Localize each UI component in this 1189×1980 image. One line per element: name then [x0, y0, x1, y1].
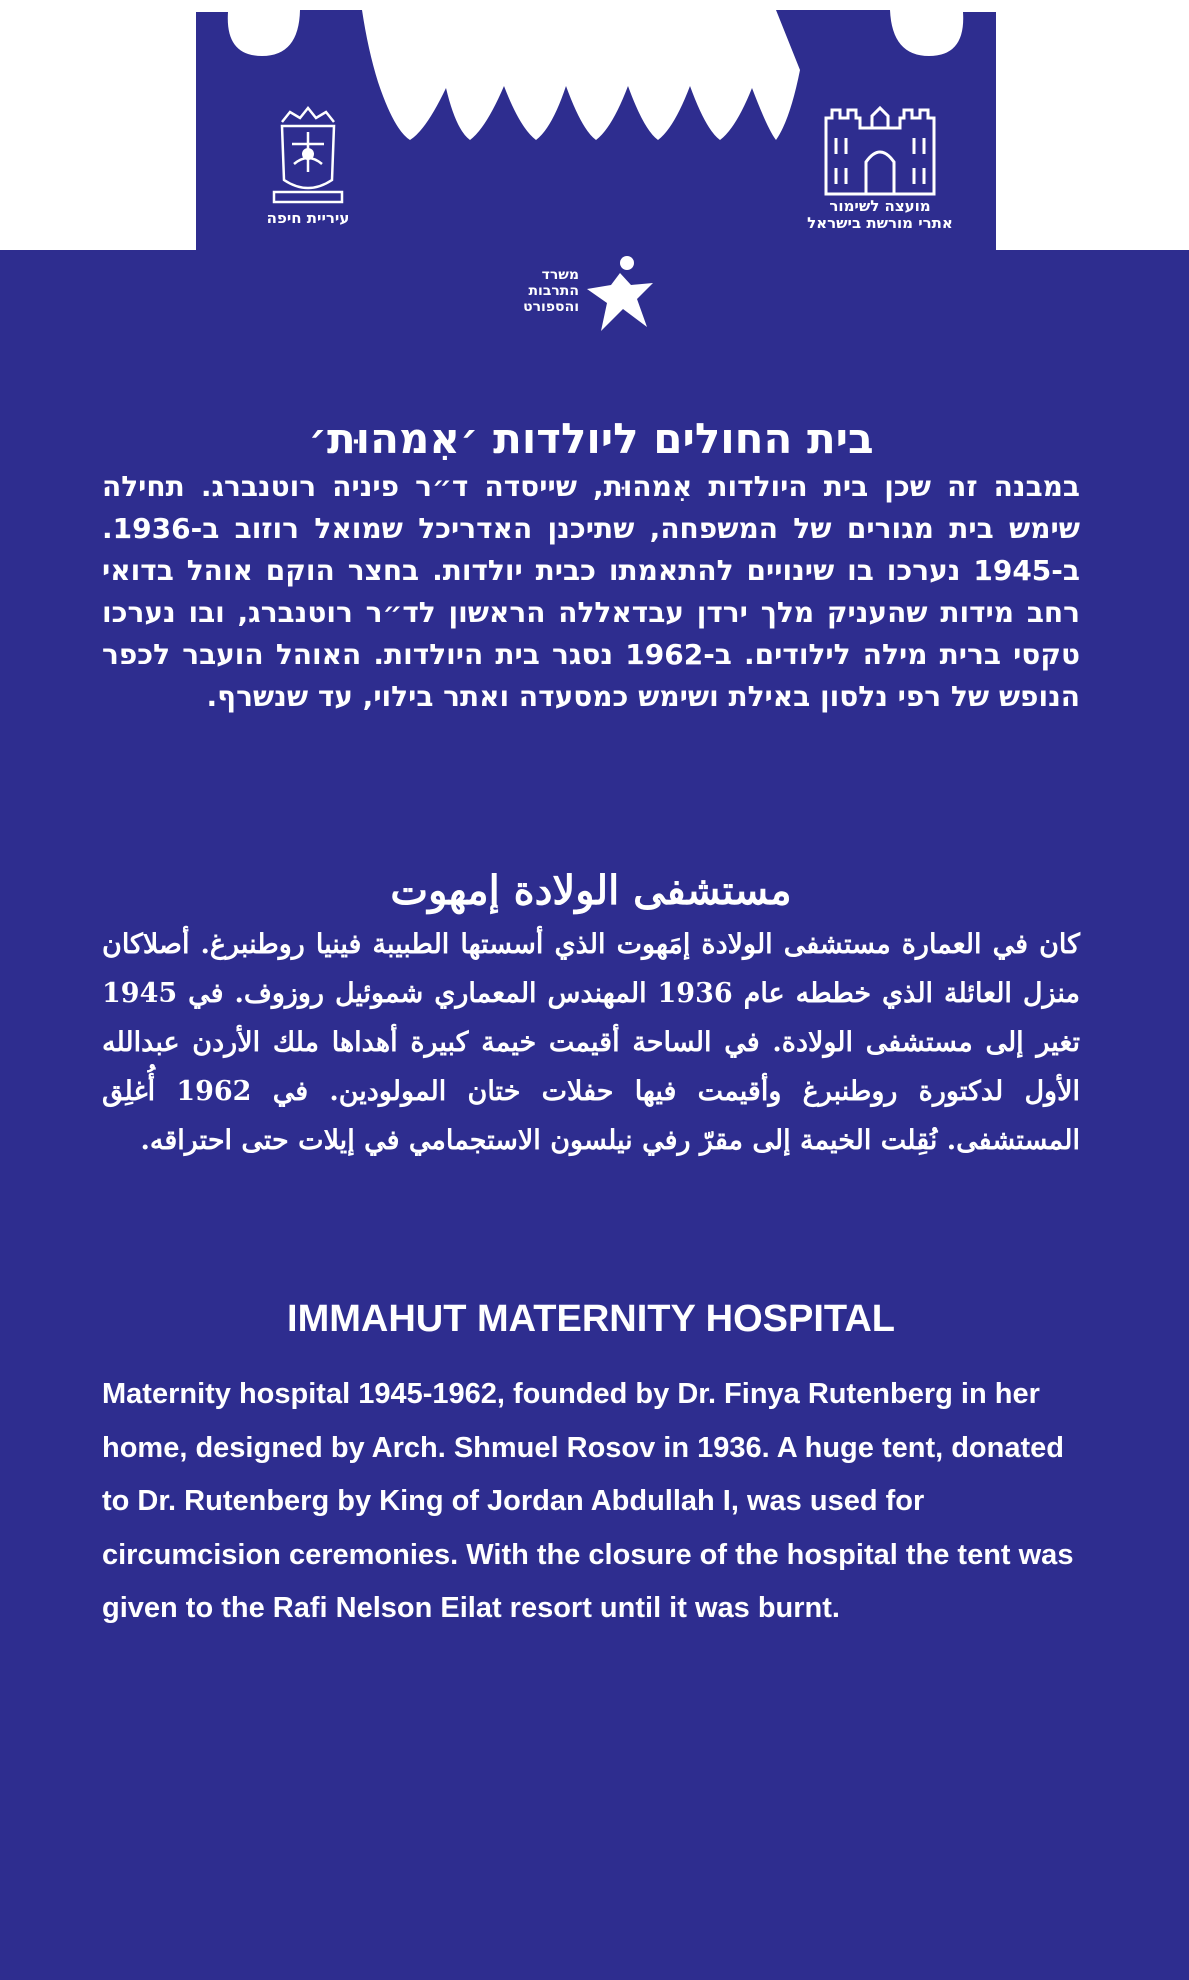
- council-caption-line2: אתרי מורשת בישראל: [807, 214, 953, 232]
- star-figure-icon: [585, 255, 655, 333]
- arabic-body: كان في العمارة مستشفى الولادة إمَهوت الذي أسستها الطبيبة فينيا روطنبرغ. أصلاكان منزل العائلة الذي خططه عام 1936 المهندس المعماري شموئيل روزوف. في 1945 تغير إلى مستشفى الولادة. في الساحة أقيمت خيمة كبيرة أهداها ملك الأردن عبدالله الأول لدكتورة روطنبرغ وأقيمت فيها حفلات ختان المولودين. في 1962 أُغلِق المستشفى. نُقِلت الخيمة إلى مقرّ رفي نيلسون الاستجمامي في إيلات حتى احتراقه.: [102, 929, 1080, 1156]
- ministry-text: [505, 267, 579, 315]
- ministry-line1: משרד: [541, 267, 579, 283]
- hebrew-body: במבנה זה שכן בית היולדות אִמהוּת, שייסדה ד״ר פיניה רוטנברג. תחילה שימש בית מגורים של המשפחה, שתיכנן האדריכל שמואל רוזוב ב-1936. ב-1945 נערכו בו שינויים להתאמתו כבית יולדות. בחצר הוקם אוהל בדואי רחב מידות שהעניק מלך ירדן עבדאללה הראשון לד״ר רוטנברג, ובו נערכו טקסי ברית מילה לילודים. ב-1962 נסגר בית היולדות. האוהל הועבר לכפר הנופש של רפי נלסון באילת ושימש כמסעדה ואתר בילוי, עד שנשרף.: [102, 470, 1080, 713]
- haifa-caption: עיריית חיפה: [266, 209, 350, 227]
- arabic-title: مستشفى الولادة إمهوت: [390, 867, 792, 914]
- english-section: [102, 1294, 1080, 1636]
- haifa-municipality-logo: [248, 98, 368, 227]
- english-title: IMMAHUT MATERNITY HOSPITAL: [287, 1298, 895, 1340]
- city-emblem-icon: [268, 98, 348, 210]
- hebrew-section: [102, 412, 1080, 718]
- castle-gate-icon: [820, 98, 940, 198]
- arabic-section: [102, 862, 1080, 1165]
- hebrew-title: בית החולים ליולדות ׳אִמהוּת׳: [308, 414, 874, 463]
- ministry-line3: והספורט: [523, 299, 579, 315]
- ministry-line2: התרבות: [528, 283, 579, 299]
- council-caption-line1: מועצה לשימור: [829, 197, 931, 215]
- heritage-council-logo: [780, 98, 980, 232]
- ministry-culture-logo: [505, 255, 665, 335]
- english-body: Maternity hospital 1945-1962, founded by Dr. Finya Rutenberg in her home, designed by Arch. Shmuel Rosov in 1936. A huge tent, donated to Dr. Rutenberg by King of Jordan Abdullah I, was used for circumcision ceremonies. With the closure of the hospital the tent was given to the Rafi Nelson Eilat resort until it was burnt.: [102, 1378, 1074, 1624]
